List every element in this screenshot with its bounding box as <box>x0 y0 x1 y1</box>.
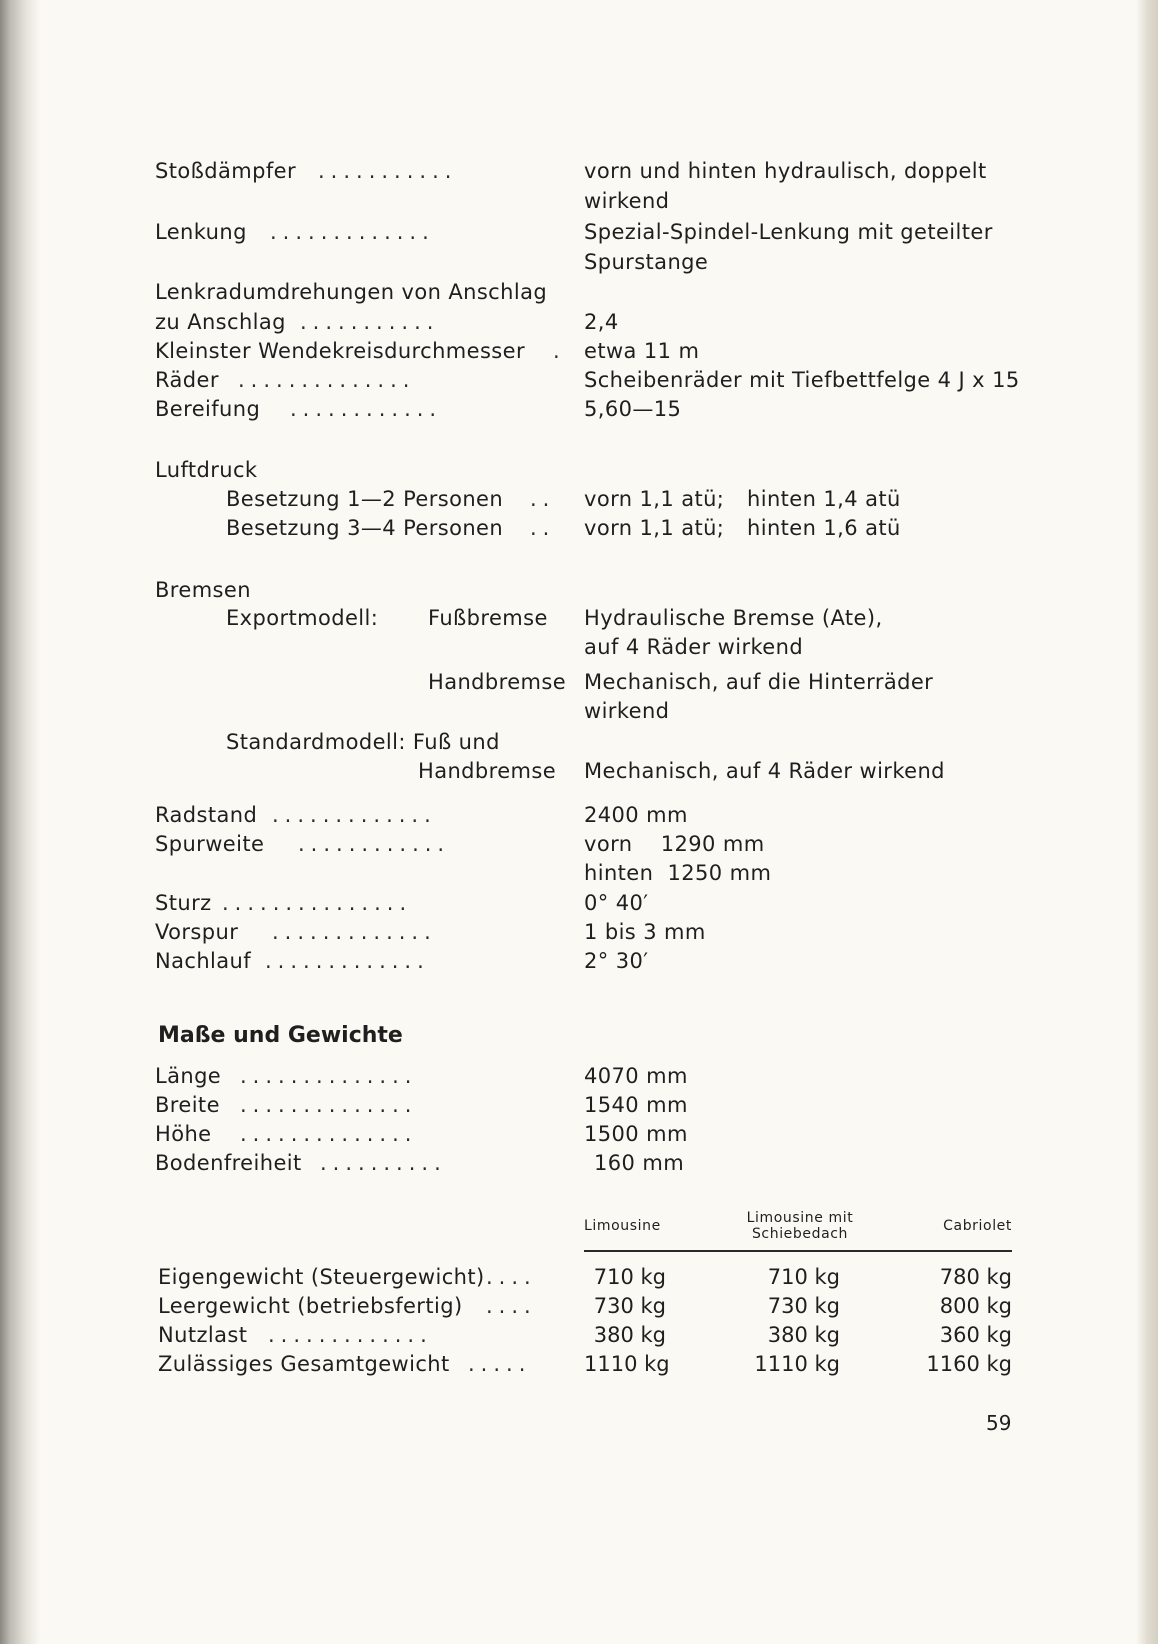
leader-dots: .... <box>486 1294 537 1318</box>
spec-value-lenkung-cont: Spurstange <box>584 250 709 274</box>
spec-label-raeder: Räder <box>155 368 219 392</box>
weight-cell: 710 kg <box>593 1265 666 1289</box>
weight-cell: 730 kg <box>593 1294 666 1318</box>
leader-dots: .... <box>486 1265 537 1289</box>
dim-label-hoehe: Höhe <box>155 1122 212 1146</box>
weight-label-gesamtgewicht: Zulässiges Gesamtgewicht <box>158 1352 450 1376</box>
spec-label-wendekreis: Kleinster Wendekreisdurchmesser <box>155 339 525 363</box>
leader-dots: ............. <box>265 949 430 973</box>
spec-label-stossdaempfer: Stoßdämpfer <box>155 159 296 183</box>
bremsen-standard-label: Standardmodell: Fuß und <box>226 730 500 754</box>
leader-dots: .............. <box>238 368 416 392</box>
luftdruck-rear-2: hinten 1,6 atü <box>747 516 901 540</box>
table-header-rule <box>584 1250 1012 1252</box>
leader-dots: .......... <box>320 1151 447 1175</box>
bremsen-export-foot-value-cont: auf 4 Räder wirkend <box>584 635 804 659</box>
dim-label-laenge: Länge <box>155 1064 222 1088</box>
dim-value-hoehe: 1500 mm <box>584 1122 688 1146</box>
spec-value-vorspur: 1 bis 3 mm <box>584 920 706 944</box>
weight-label-nutzlast: Nutzlast <box>158 1323 248 1347</box>
weight-cell: 1110 kg <box>754 1352 840 1376</box>
col-header-cabriolet: Cabriolet <box>943 1218 1012 1234</box>
leader-dots: .............. <box>240 1122 418 1146</box>
leader-dots: ........... <box>300 310 440 334</box>
section-title-luftdruck: Luftdruck <box>155 458 258 482</box>
spec-value-wendekreis: etwa 11 m <box>584 339 700 363</box>
leader-dots: ............. <box>270 220 435 244</box>
weight-cell: 380 kg <box>767 1323 840 1347</box>
bremsen-export-hand-value-cont: wirkend <box>584 699 670 723</box>
spec-label-lenkradumdrehungen-cont: zu Anschlag <box>155 310 286 334</box>
leader-dots: ............... <box>222 891 413 915</box>
spec-label-sturz: Sturz <box>155 891 212 915</box>
bremsen-standard-label-cont: Handbremse <box>418 759 557 783</box>
leader-dots: .............. <box>240 1093 418 1117</box>
weight-cell: 1110 kg <box>584 1352 670 1376</box>
col-header-limousine-mit: Limousine mit <box>746 1210 854 1226</box>
spec-value-bereifung: 5,60—15 <box>584 397 682 421</box>
weight-cell: 710 kg <box>767 1265 840 1289</box>
weight-label-leergewicht: Leergewicht (betriebsfertig) <box>158 1294 463 1318</box>
leader-dots: ............. <box>268 1323 433 1347</box>
leader-dots: .. <box>530 516 556 540</box>
spec-label-lenkung: Lenkung <box>155 220 247 244</box>
spec-label-lenkradumdrehungen: Lenkradumdrehungen von Anschlag <box>155 280 548 304</box>
weight-cell: 730 kg <box>767 1294 840 1318</box>
leader-dots: ..... <box>468 1352 532 1376</box>
leader-dots: .............. <box>240 1064 418 1088</box>
spec-label-vorspur: Vorspur <box>155 920 239 944</box>
spec-value-stossdaempfer: vorn und hinten hydraulisch, doppelt <box>584 159 987 183</box>
weight-cell: 380 kg <box>593 1323 666 1347</box>
spec-value-lenkradumdrehungen: 2,4 <box>584 310 619 334</box>
luftdruck-front-2: vorn 1,1 atü; <box>584 516 725 540</box>
leader-dots: ............. <box>272 920 437 944</box>
leader-dots: ............ <box>298 832 451 856</box>
weight-cell: 800 kg <box>939 1294 1012 1318</box>
bremsen-export-foot-label: Fußbremse <box>428 606 548 630</box>
spec-value-raeder: Scheibenräder mit Tiefbettfelge 4 J x 15 <box>584 368 1020 392</box>
weight-cell: 780 kg <box>939 1265 1012 1289</box>
dim-label-breite: Breite <box>155 1093 220 1117</box>
bremsen-export-label: Exportmodell: <box>226 606 379 630</box>
spec-value-spurweite-rear: hinten 1250 mm <box>584 861 772 885</box>
col-header-schiebedach: Schiebedach <box>751 1226 849 1242</box>
spec-label-nachlauf: Nachlauf <box>155 949 252 973</box>
spec-label-spurweite: Spurweite <box>155 832 265 856</box>
spec-label-radstand: Radstand <box>155 803 258 827</box>
page-number: 59 <box>986 1411 1012 1435</box>
dim-value-laenge: 4070 mm <box>584 1064 688 1088</box>
spec-value-stossdaempfer-cont: wirkend <box>584 189 670 213</box>
weight-cell: 1160 kg <box>926 1352 1012 1376</box>
bremsen-export-hand-value: Mechanisch, auf die Hinterräder <box>584 670 934 694</box>
dim-value-breite: 1540 mm <box>584 1093 688 1117</box>
leader-dots: ............. <box>272 803 437 827</box>
luftdruck-label-2: Besetzung 3—4 Personen <box>226 516 504 540</box>
section-title-bremsen: Bremsen <box>155 578 251 602</box>
dim-label-bodenfreiheit: Bodenfreiheit <box>155 1151 302 1175</box>
luftdruck-label-1: Besetzung 1—2 Personen <box>226 487 504 511</box>
spec-value-sturz: 0° 40′ <box>584 891 649 915</box>
leader-dots: . <box>553 339 566 363</box>
weight-label-eigengewicht: Eigengewicht (Steuergewicht) <box>158 1265 485 1289</box>
spec-label-bereifung: Bereifung <box>155 397 261 421</box>
leader-dots: ............ <box>290 397 443 421</box>
spec-value-radstand: 2400 mm <box>584 803 688 827</box>
col-header-limousine: Limousine <box>584 1218 661 1234</box>
leader-dots: ........... <box>318 159 458 183</box>
luftdruck-front-1: vorn 1,1 atü; <box>584 487 725 511</box>
bremsen-standard-value: Mechanisch, auf 4 Räder wirkend <box>584 759 945 783</box>
bremsen-export-foot-value: Hydraulische Bremse (Ate), <box>584 606 883 630</box>
spec-value-spurweite-front: vorn 1290 mm <box>584 832 765 856</box>
leader-dots: .. <box>530 487 556 511</box>
dim-value-bodenfreiheit: 160 mm <box>594 1151 685 1175</box>
bremsen-export-hand-label: Handbremse <box>428 670 567 694</box>
spec-value-lenkung: Spezial-Spindel-Lenkung mit geteilter <box>584 220 993 244</box>
weight-cell: 360 kg <box>939 1323 1012 1347</box>
spec-value-nachlauf: 2° 30′ <box>584 949 649 973</box>
luftdruck-rear-1: hinten 1,4 atü <box>747 487 901 511</box>
section-heading-masse: Maße und Gewichte <box>158 1023 403 1048</box>
